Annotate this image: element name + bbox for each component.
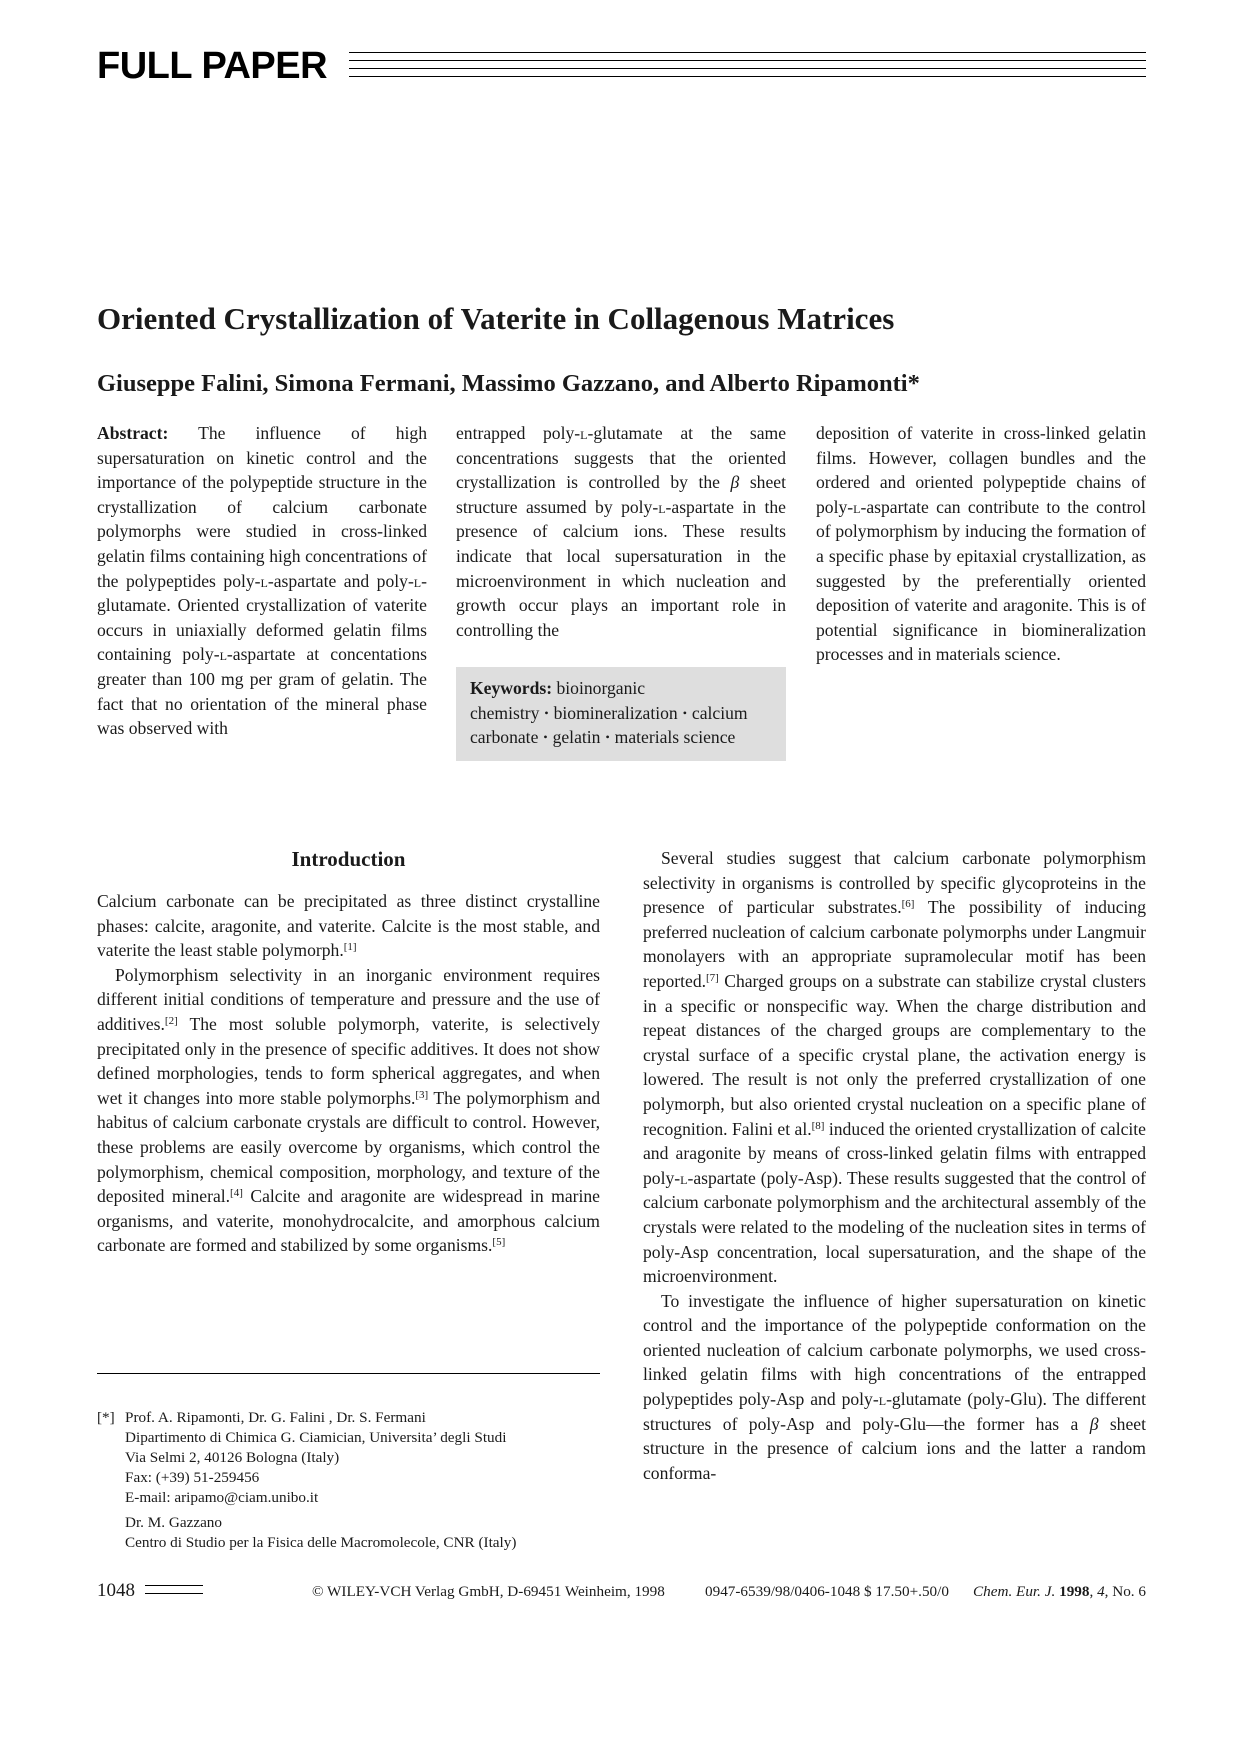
keyword-item: calcium carbonate (470, 702, 748, 748)
article-authors: Giuseppe Falini, Simona Fermani, Massimo Gazzano, and Alberto Ripamonti* (97, 370, 920, 397)
footnote-line: Dipartimento di Chimica G. Ciamician, Universita’ degli Studi (125, 1429, 507, 1446)
footnote-mark: [*] (97, 1409, 115, 1426)
footnote-line: Centro di Studio per la Fisica delle Macromolecole, CNR (Italy) (125, 1534, 517, 1551)
keywords-label: Keywords: (470, 678, 553, 698)
paragraph: Polymorphism selectivity in an inorganic environment requires different initial conditions of temperature and pressure and the use of additives.[2] The most soluble polymorph, vaterite, is selectively precipitated only in the presence of specific additives. It does not show defined morphologies, tends to form spherical aggregates, and when wet it changes into more stable polymorphs.[3] The polymorphism and habitus of calcium carbonate crystals are difficult to control. However, these problems are easily overcome by organisms, which control the polymorphism, chemical composition, morphology, and texture of the deposited mineral.[4] Calcite and aragonite are widespread in marine organisms, and vaterite, monohydrocalcite, and amorphous calcium carbonate are formed and stabilized by some organisms.[5] (97, 964, 600, 1256)
paragraph: To investigate the influence of higher supersaturation on kinetic control and the importance of the polypeptide conformation on the oriented nucleation of calcium carbonate polymorphs, we used cross-linked gelatin films with high concentrations of the entrapped polypeptides poly-Asp and poly-l-glutamate (poly-Glu). The different structures of poly-Asp and poly-Glu—the former has a β sheet structure in the presence of calcium ions and the latter a random conforma- (643, 1290, 1146, 1483)
footnote-line: Dr. M. Gazzano (125, 1514, 222, 1531)
journal-citation: Chem. Eur. J. 1998, 4, No. 6 (973, 1583, 1146, 1600)
keyword-item: bioinorganic chemistry (470, 678, 646, 723)
article-code: 0947-6539/98/0406-1048 $ 17.50+.50/0 (705, 1583, 949, 1600)
footnote-rule (97, 1373, 600, 1374)
footnote-line: Fax: (+39) 51-259456 (125, 1469, 260, 1486)
keyword-separator: • (543, 730, 548, 745)
footnote-line: E-mail: aripamo@ciam.unibo.it (125, 1489, 319, 1506)
paragraph: Calcium carbonate can be precipitated as three distinct crystalline phases: calcite, aragonite, and vaterite. Calcite is the most stable, and vaterite the least stable polymorph.[1] (97, 891, 600, 961)
body-column-right (643, 846, 1146, 1485)
keyword-separator: • (605, 730, 610, 745)
copyright-notice: © WILEY-VCH Verlag GmbH, D-69451 Weinheim, 1998 (312, 1583, 665, 1600)
page-number: 1048 (97, 1580, 135, 1601)
introduction-heading: Introduction (291, 847, 406, 871)
header-rules (349, 52, 1146, 84)
keyword-item: materials science (614, 727, 736, 748)
article-title: Oriented Crystallization of Vaterite in Collagenous Matrices (97, 301, 895, 336)
section-header (97, 45, 1146, 87)
body-column-left (97, 889, 600, 1258)
section-label: FULL PAPER (97, 45, 328, 87)
keyword-item: gelatin (552, 727, 601, 748)
affiliation-footnote (97, 1408, 600, 1553)
keyword-item: biomineralization (553, 702, 678, 723)
abstract-column-2: entrapped poly-l-glutamate at the same concentrations suggests that the oriented crystallization is controlled by the β sheet structure assumed by poly-l-aspartate in the presence of calcium ions. These results indicate that local supersaturation in the microenvironment in which nucleation and growth occur plays an important role in controlling the (456, 423, 787, 640)
keyword-separator: • (544, 705, 549, 720)
abstract-label: Abstract: (97, 423, 169, 443)
abstract-column-3: deposition of vaterite in cross-linked gelatin films. However, collagen bundles and the ordered and oriented polypeptide chains of poly-l-aspartate can contribute to the control of polymorphism by inducing the formation of a specific phase by epitaxial crystallization, as suggested by the preferentially oriented deposition of vaterite and aragonite. This is of potential significance in biomineralization processes and in materials science. (816, 423, 1146, 665)
keywords-box (456, 667, 786, 761)
page-number-rules (145, 1585, 203, 1601)
abstract-column-1: Abstract: The influence of high supersaturation on kinetic control and the importance of the polypeptide structure in the crystallization of calcium carbonate polymorphs were studied in cross-linked gelatin films containing high concentrations of the polypeptides poly-l-aspartate and poly-l-glutamate. Oriented crystallization of vaterite occurs in uniaxially deformed gelatin films containing poly-l-aspartate at concentations greater than 100 mg per gram of gelatin. The fact that no orientation of the mineral phase was observed with (97, 423, 427, 739)
footnote-line: Via Selmi 2, 40126 Bologna (Italy) (125, 1449, 340, 1466)
paragraph: Several studies suggest that calcium carbonate polymorphism selectivity in organisms is controlled by specific glycoproteins in the presence of particular substrates.[6] The possibility of inducing preferred nucleation of calcium carbonate polymorphs under Langmuir monolayers with an appropriate supramolecular motif has been reported.[7] Charged groups on a substrate can stabilize crystal clusters in a specific or nonspecific way. When the charge distribution and repeat distances of the charged groups are complementary to the crystal surface of a specific crystal plane, the activation energy is lowered. The result is not only the preferred crystallization of one polymorph, but also oriented crystal nucleation on a specific plane of recognition. Falini et al.[8] induced the oriented crystallization of calcite and aragonite by means of cross-linked gelatin films with entrapped poly-l-aspartate (poly-Asp). These results suggested that the control of calcium carbonate polymorphism and the architectural assembly of the crystals were related to the modeling of the nucleation sites in terms of poly-Asp concentration, local supersaturation, and the shape of the microenvironment. (643, 848, 1146, 1287)
page-footer (97, 1581, 1146, 1611)
keyword-separator: • (682, 705, 687, 720)
footnote-line: Prof. A. Ripamonti, Dr. G. Falini , Dr. S. Fermani (125, 1409, 426, 1426)
